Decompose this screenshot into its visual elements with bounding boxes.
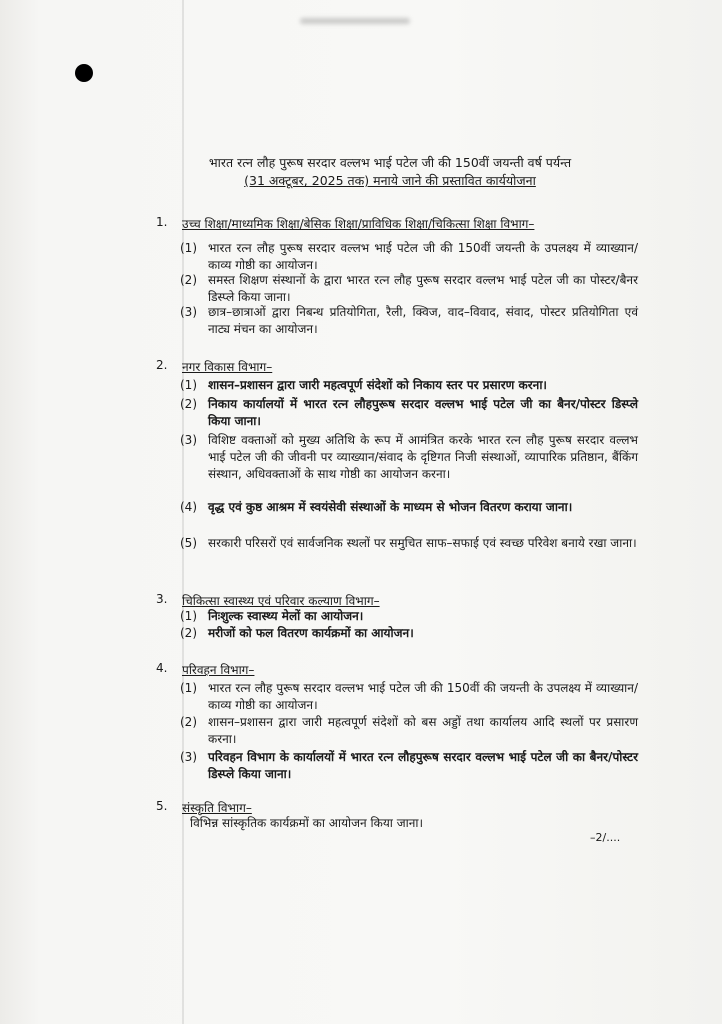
title-line-1: भारत रत्न लौह पुरूष सरदार वल्लभ भाई पटेल जी की 150वीं जयन्ती वर्ष पर्यन्त: [208, 155, 572, 170]
item-text: मरीजों को फल वितरण कार्यक्रमों का आयोजन।: [208, 626, 414, 640]
item-number: (4): [180, 500, 197, 514]
item-text: छात्र–छात्राओं द्वारा निबन्ध प्रतियोगिता, रैली, क्विज, वाद–विवाद, संवाद, पोस्टर प्रतियोगिता एवं नाट्य मंचन का आयोजन।: [208, 305, 638, 336]
section-number: 4.: [156, 661, 168, 675]
item-text: निकाय कार्यालयों में भारत रत्न लौहपुरूष सरदार वल्लभ भाई पटेल जी का बैनर/पोस्टर डिस्प्ले किया जाना।: [208, 397, 638, 428]
item-number: (3): [180, 305, 197, 319]
item-text: समस्त शिक्षण संस्थानों के द्वारा भारत रत्न लौह पुरूष सरदार वल्लभ भाई पटेल जी का पोस्टर/बैनर डिस्प्ले किया जाना।: [208, 273, 638, 304]
item-number: (1): [180, 378, 197, 392]
section-number: 3.: [156, 592, 168, 606]
section-heading: नगर विकास विभाग–: [182, 360, 273, 374]
item-number: (3): [180, 433, 197, 447]
item-text: सरकारी परिसरों एवं सार्वजनिक स्थलों पर समुचित साफ–सफाई एवं स्वच्छ परिवेश बनाये रखा जाना।: [208, 536, 637, 550]
item-number: (1): [180, 681, 197, 695]
punch-hole: [75, 64, 93, 82]
item-text: शासन–प्रशासन द्वारा जारी महत्वपूर्ण संदेशों को बस अड्डों तथा कार्यालय आदि स्थलों पर प्रसारण करना।: [208, 715, 638, 746]
section-number: 2.: [156, 358, 168, 372]
item-number: (1): [180, 241, 197, 255]
section-text: विभिन्न सांस्कृतिक कार्यक्रमों का आयोजन किया जाना।: [190, 816, 424, 830]
section-heading: संस्कृति विभाग–: [182, 801, 252, 815]
title-line-2: (31 अक्टूबर, 2025 तक) मनाये जाने की प्रस्तावित कार्ययोजना: [244, 173, 536, 188]
page-number: –2/....: [590, 831, 621, 844]
item-text: निःशुल्क स्वास्थ्य मेलों का आयोजन।: [208, 609, 364, 623]
item-text: विशिष्ट वक्ताओं को मुख्य अतिथि के रूप में आमंत्रित करके भारत रत्न लौह पुरूष सरदार वल्लभ भाई पटेल जी की जीवनी पर व्याख्यान/संवाद के दृष्टिगत निजी संस्थाओं, व्यापारिक प्रतिष्ठान, बैंकिंग संस्थान, अधिवक्ताओं के साथ गोष्ठी का आयोजन करना।: [208, 433, 638, 481]
item-text: परिवहन विभाग के कार्यालयों में भारत रत्न लौहपुरूष सरदार वल्लभ भाई पटेल जी का बैनर/पोस्टर डिस्प्ले किया जाना।: [208, 750, 638, 781]
item-number: (3): [180, 750, 197, 764]
item-text: शासन–प्रशासन द्वारा जारी महत्वपूर्ण संदेशों को निकाय स्तर पर प्रसारण करना।: [208, 378, 547, 392]
item-number: (5): [180, 536, 197, 550]
item-text: भारत रत्न लौह पुरूष सरदार वल्लभ भाई पटेल जी की 150वीं जयन्ती के उपलक्ष्य में व्याख्यान/काव्य गोष्ठी का आयोजन।: [208, 241, 638, 272]
item-number: (2): [180, 715, 197, 729]
item-text: वृद्ध एवं कुष्ठ आश्रम में स्वयंसेवी संस्थाओं के माध्यम से भोजन वितरण कराया जाना।: [208, 500, 573, 514]
item-number: (2): [180, 273, 197, 287]
section-number: 5.: [156, 799, 168, 813]
item-number: (2): [180, 397, 197, 411]
item-text: भारत रत्न लौह पुरूष सरदार वल्लभ भाई पटेल जी की 150वीं की जयन्ती के उपलक्ष्य में व्याख्यान/काव्य गोष्ठी का आयोजन।: [208, 681, 638, 712]
section-heading: परिवहन विभाग–: [182, 663, 255, 677]
document-title: [150, 154, 630, 190]
item-number: (1): [180, 609, 197, 623]
scan-smudge: [300, 18, 410, 24]
section-heading: चिकित्सा स्वास्थ्य एवं परिवार कल्याण विभाग–: [182, 594, 380, 608]
section-heading: उच्च शिक्षा/माध्यमिक शिक्षा/बेसिक शिक्षा/प्राविधिक शिक्षा/चिकित्सा शिक्षा विभाग–: [182, 217, 535, 231]
item-number: (2): [180, 626, 197, 640]
section-number: 1.: [156, 215, 168, 229]
